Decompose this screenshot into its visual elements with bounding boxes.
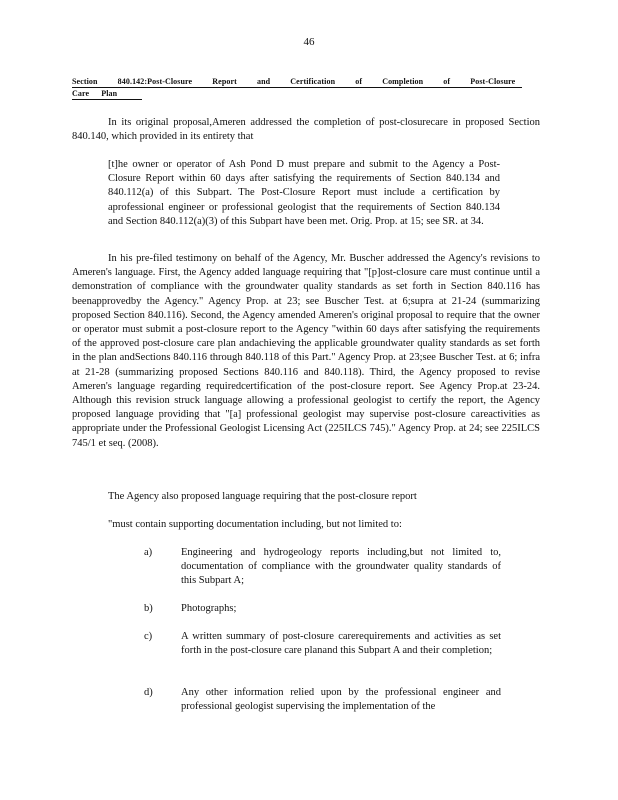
- list-text: Engineering and hydrogeology reports including,but not limited to, documentation of compliance with the groundwater quality standards of this Subpart A;: [181, 547, 501, 587]
- paragraph-agency-proposed: The Agency also proposed language requiring that the post-closure report: [108, 491, 417, 502]
- paragraph-buscher-testimony: In his pre-filed testimony on behalf of the Agency, Mr. Buscher addressed the Agency's revisions to Ameren's language. First, the Agency added language requiring that "[p]ost-closure care must continue until a demonstration of compliance with the groundwater quality standards as set forth in Section 840.116 has beenapprovedby the Agency." Agency Prop. at 23; see Buscher Test. at 6;supra at 21-24 (summarizing proposed Section 840.116). Second, the Agency amended Ameren's original proposal to require that the owner or operator must submit a post-closure report to the Agency "within 60 days after satisfying the requirements of the approved post-closure care plan andachieving the applicable groundwater quality standards as set forth in the plan andSections 840.116 through 840.118 of this Part." Agency Prop. at 23;see Buscher Test. at 6; infra at 21-28 (summarizing proposed Sections 840.116 and 840.118). Third, the Agency proposed to revise Ameren's language regarding requiredcertification of the post-closure report. See Agency Prop.at 23-24. Although this revision struck language allowing a professional geologist to certify the report, the Agency proposed language providing that "[a] professional geologist may supervise post-closure careactivities as appropriate under the Professional Geologist Licensing Act (225ILCS 745)." Agency Prop. at 24; see 225ILCS 745/1 et seq. (2008).: [72, 253, 540, 449]
- heading-underline-1: [72, 87, 522, 88]
- list-text: A written summary of post-closure carerequirements and activities as set forth in the post-closure care planand this Subpart A and their completion;: [181, 631, 501, 657]
- section-heading-line-1: Section 840.142:Post-Closure Report and Certification of Completion of Post-Closure: [72, 77, 516, 86]
- list-marker: b): [144, 603, 153, 614]
- list-marker: a): [144, 547, 153, 558]
- paragraph-must-contain: "must contain supporting documentation including, but not limited to:: [108, 519, 402, 530]
- section-heading-line-2: Care Plan: [72, 89, 118, 98]
- paragraph-original-proposal: In its original proposal,Ameren addressed the completion of post-closurecare in proposed Section 840.140, which provided in its entirety that: [72, 117, 540, 143]
- section-heading: [72, 76, 522, 100]
- list-marker: d): [144, 687, 153, 698]
- list-marker: c): [144, 631, 153, 642]
- heading-underline-2: [72, 99, 142, 100]
- list-text: Photographs;: [181, 603, 237, 614]
- block-quote-original-proposal: [t]he owner or operator of Ash Pond D must prepare and submit to the Agency a Post-Closure Report within 60 days after satisfying the requirements of Section 840.134 and 840.112(a) of this Subpart. The Post-Closure Report must include a certification by aprofessional engineer or professional geologist that the requirements of Section 840.134 and Section 840.112(a)(3) of this Subpart have been met. Orig. Prop. at 15; see SR. at 34.: [108, 159, 500, 227]
- list-text: Any other information relied upon by the professional engineer and professional geologist supervising the implementation of the: [181, 687, 501, 713]
- page-number: 46: [303, 36, 315, 48]
